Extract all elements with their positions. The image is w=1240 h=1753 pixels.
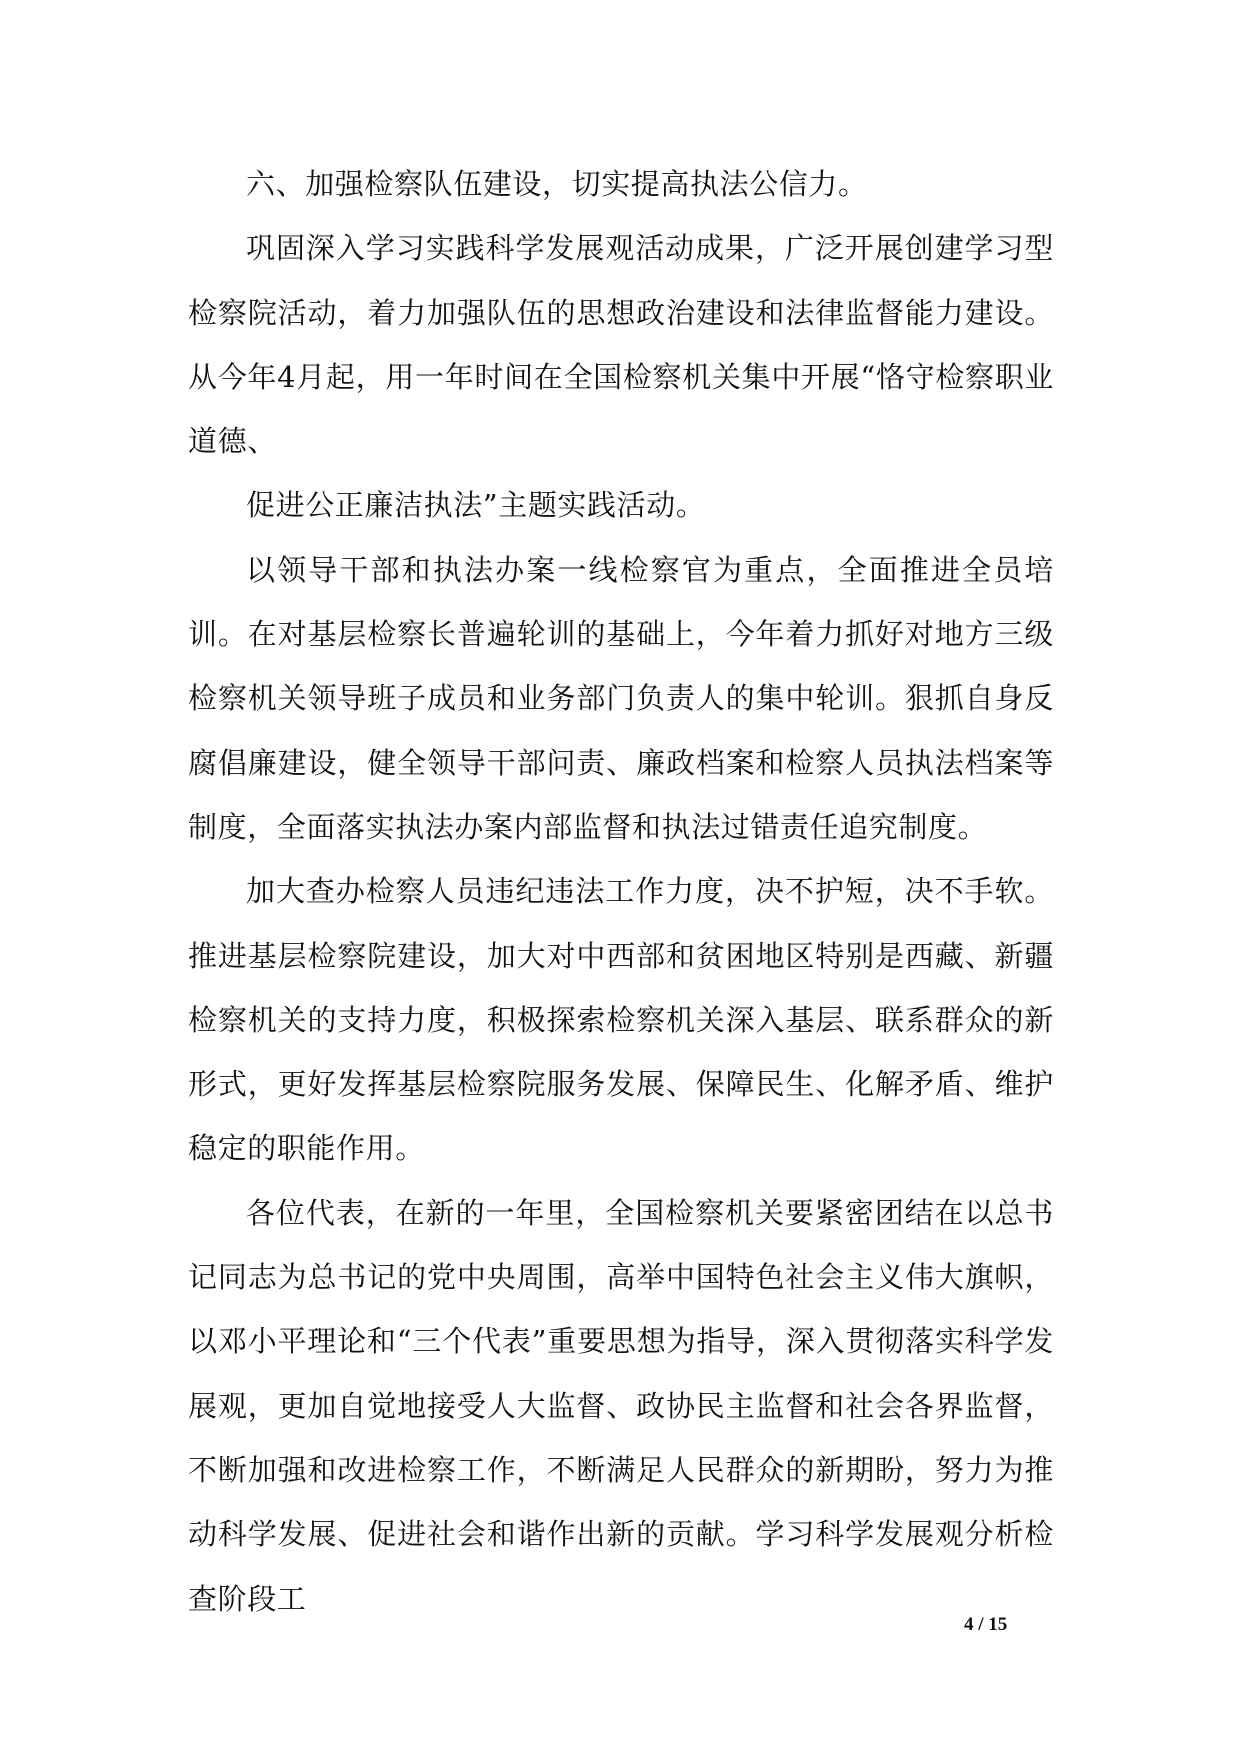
paragraph-4: 加大查办检察人员违纪违法工作力度，决不护短，决不手软。推进基层检察院建设，加大对中西部和贫困地区特别是西藏、新疆检察机关的支持力度，积极探索检察机关深入基层、联系群众的新形式，更好发挥基层检察院服务发展、保障民生、化解矛盾、维护稳定的职能作用。 [188, 874, 1054, 1166]
paragraph-5: 各位代表，在新的一年里，全国检察机关要紧密团结在以总书记同志为总书记的党中央周围，高举中国特色社会主义伟大旗帜，以邓小平理论和“三个代表”重要思想为指导，深入贯彻落实科学发展观，更加自觉地接受人大监督、政协民主监督和社会各界监督，不断加强和改进检察工作，不断满足人民群众的新期盼，努力为推动科学发展、促进社会和谐作出新的贡献。学习科学发展观分析检查阶段工 [188, 1195, 1054, 1616]
document-body [188, 152, 1054, 1631]
page-number: 4 / 15 [964, 1614, 1008, 1635]
paragraph-3: 以领导干部和执法办案一线检察官为重点，全面推进全员培训。在对基层检察长普遍轮训的基础上，今年着力抓好对地方三级检察机关领导班子成员和业务部门负责人的集中轮训。狠抓自身反腐倡廉建设，健全领导干部问责、廉政档案和检察人员执法档案等制度，全面落实执法办案内部监督和执法过错责任追究制度。 [188, 552, 1054, 844]
section-heading: 六、加强检察队伍建设，切实提高执法公信力。 [246, 167, 868, 201]
paragraph-1: 巩固深入学习实践科学发展观活动成果，广泛开展创建学习型检察院活动，着力加强队伍的思想政治建设和法律监督能力建设。从今年4月起，用一年时间在全国检察机关集中开展“恪守检察职业道德、 [188, 231, 1054, 459]
paragraph-2: 促进公正廉洁执法”主题实践活动。 [246, 488, 706, 523]
